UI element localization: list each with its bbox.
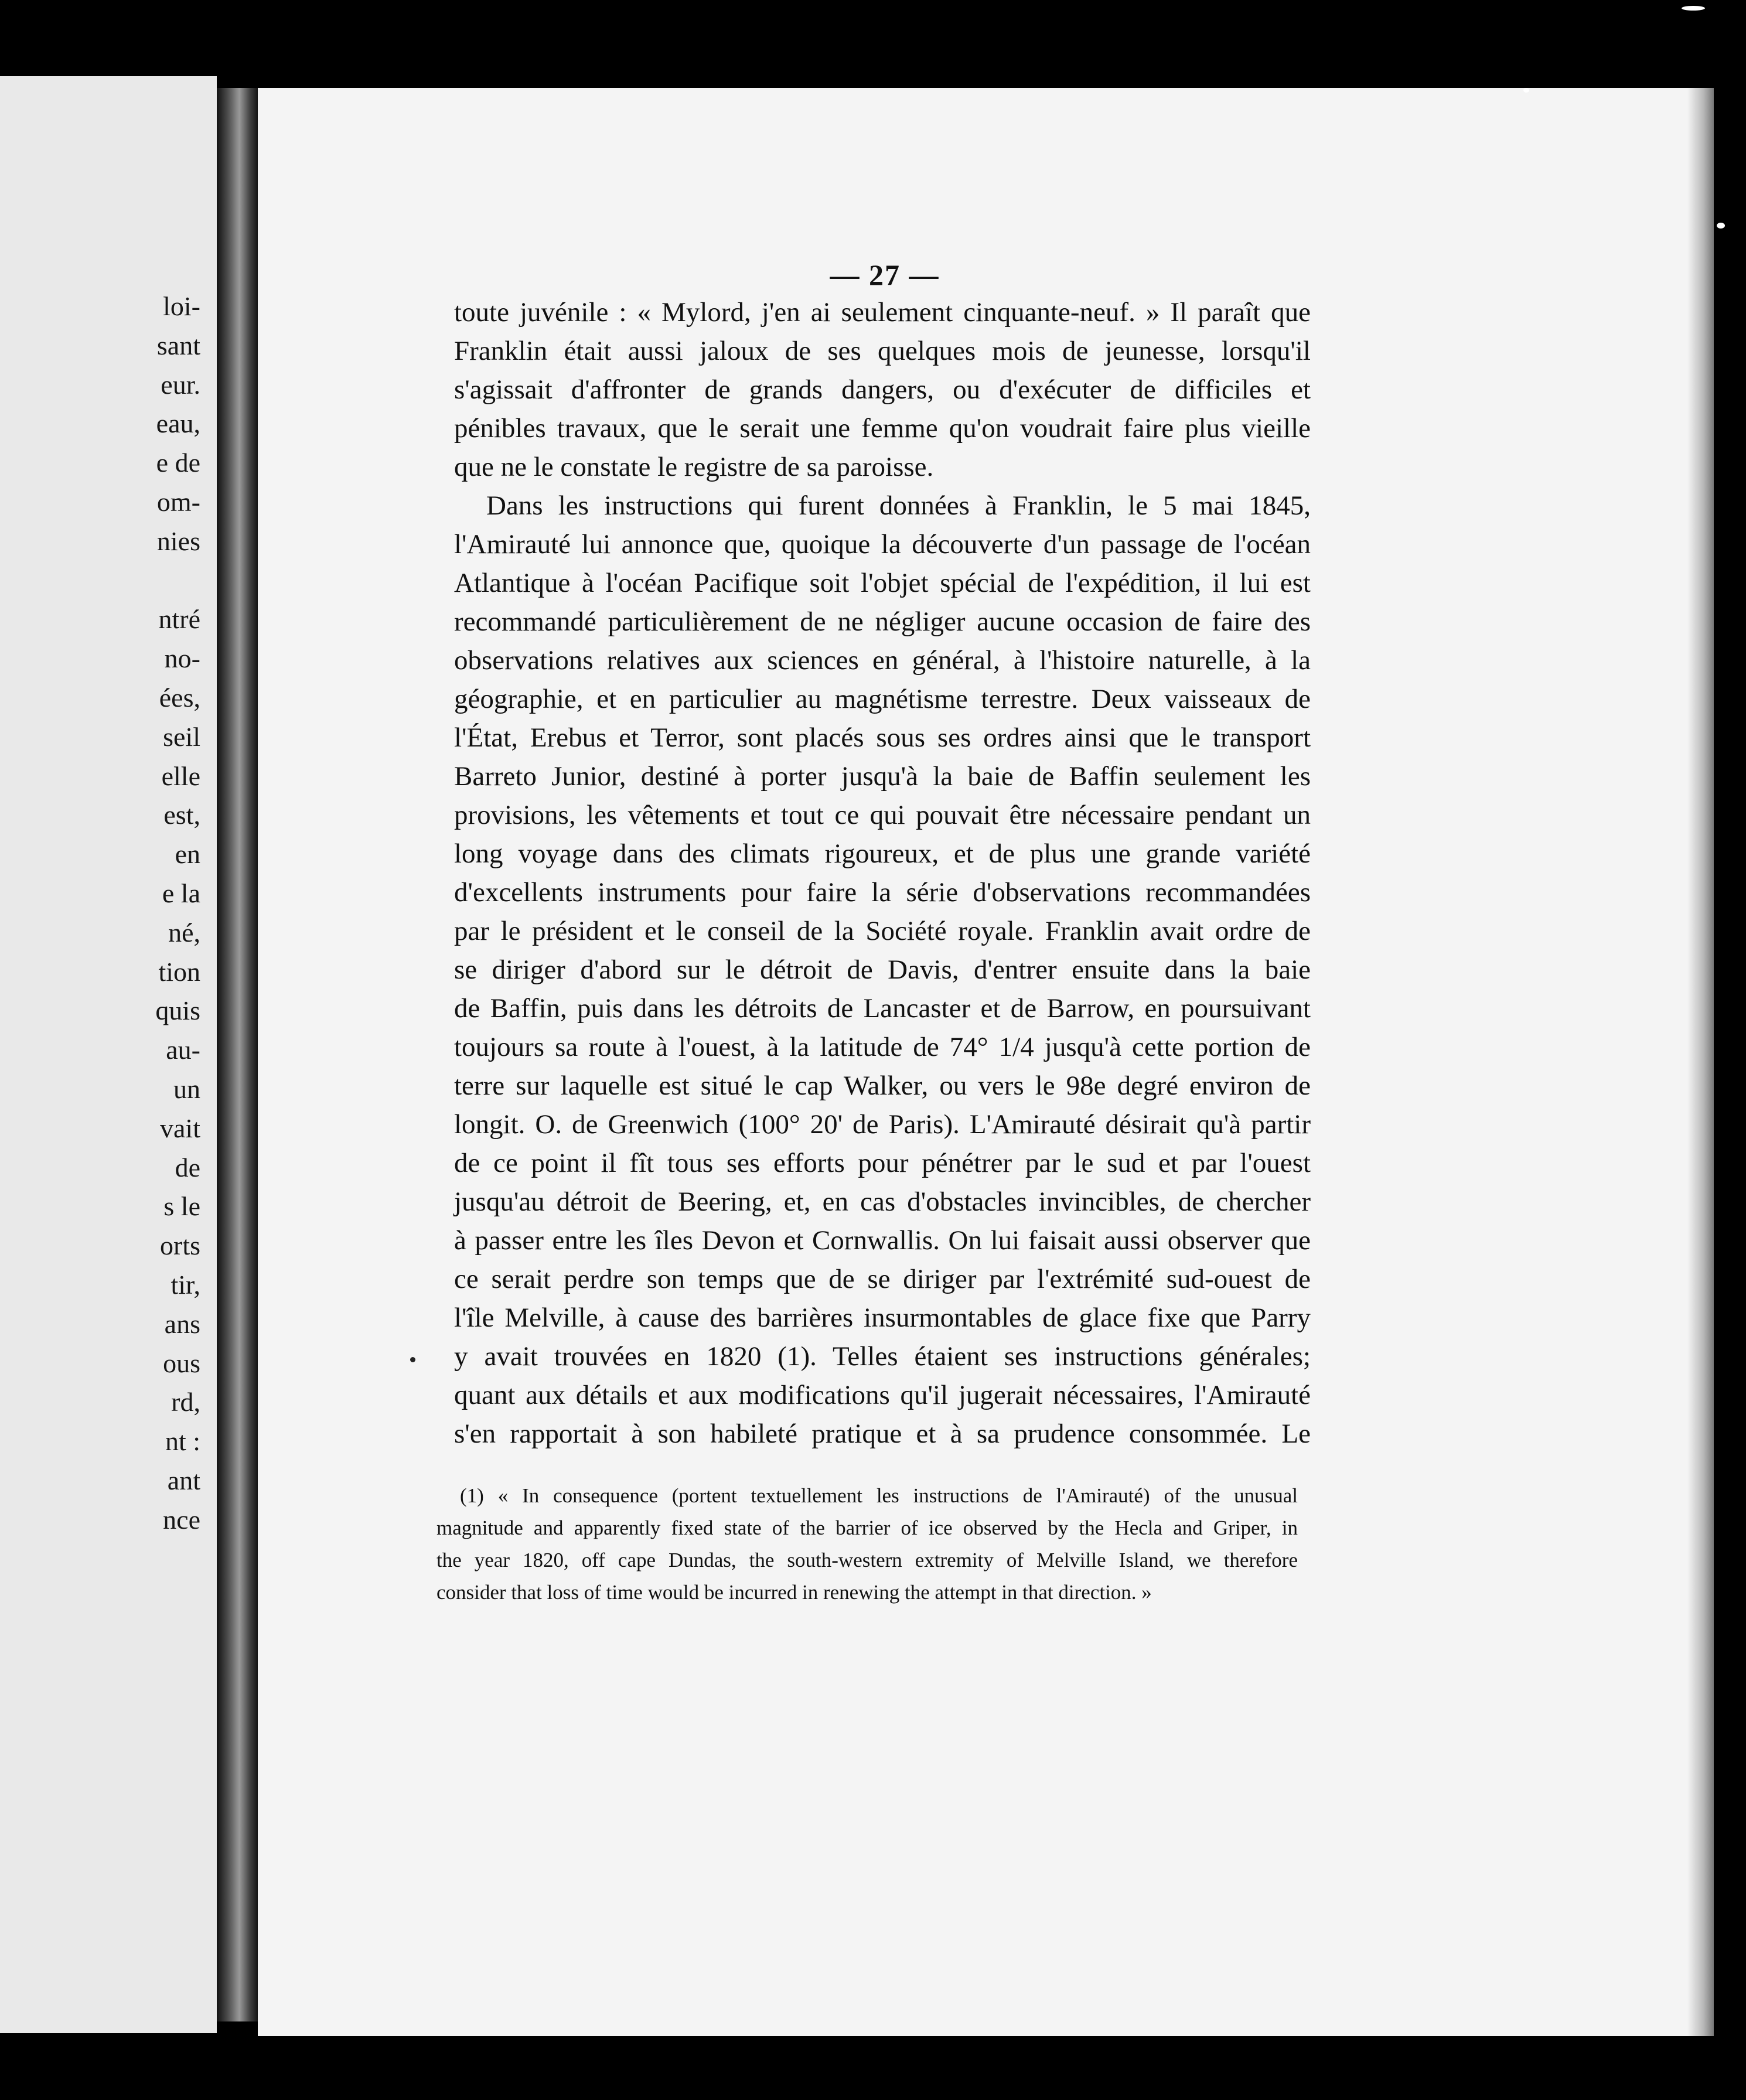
- left-page-fragment: tion: [158, 956, 200, 987]
- left-page-fragment: ant: [167, 1465, 200, 1495]
- text-line: longit. O. de Greenwich (100° 20' de Paris). L'Amirauté désirait qu'à partir: [454, 1109, 1311, 1140]
- left-page-fragment: en: [175, 839, 200, 870]
- left-page-fragment: nce: [163, 1504, 200, 1535]
- text-line: Atlantique à l'océan Pacifique soit l'objet spécial de l'expédition, il lui est: [454, 568, 1311, 598]
- text-line: observations relatives aux sciences en général, à l'histoire naturelle, à la: [454, 645, 1311, 676]
- text-line: Barreto Junior, destiné à porter jusqu'à la baie de Baffin seulement les: [454, 761, 1311, 792]
- footnote-line: consider that loss of time would be incurred in renewing the attempt in that direction. »: [436, 1581, 1152, 1604]
- page-number: — 27 —: [830, 258, 940, 291]
- left-page-fragment: e de: [156, 448, 200, 478]
- text-line: toute juvénile : « Mylord, j'en ai seulement cinquante-neuf. » Il paraît que: [454, 297, 1311, 328]
- left-page-fragment: au-: [166, 1035, 200, 1065]
- text-line: se diriger d'abord sur le détroit de Davis, d'entrer ensuite dans la baie: [454, 954, 1311, 985]
- left-page-fragment: eur.: [161, 369, 200, 400]
- text-line: par le président et le conseil de la Société royale. Franklin avait ordre de: [454, 916, 1311, 946]
- left-page-fragment: elle: [161, 761, 200, 791]
- left-page-fragment: seil: [163, 721, 200, 752]
- scan-speck: [1523, 88, 1529, 93]
- left-page-fragment: un: [173, 1073, 200, 1104]
- text-line: l'Amirauté lui annonce que, quoique la découverte d'un passage de l'océan: [454, 529, 1311, 560]
- left-page-fragment: sant: [156, 330, 200, 360]
- left-page-fragment: est,: [163, 800, 200, 830]
- left-page-fragment: quis: [155, 996, 200, 1026]
- left-page-fragment: eau,: [156, 408, 200, 439]
- body-text: [454, 293, 1311, 1453]
- left-page-fragment: ntré: [158, 604, 200, 635]
- left-page-fragment: rd,: [171, 1387, 200, 1417]
- text-line: d'excellents instruments pour faire la série d'observations recommandées: [454, 877, 1311, 908]
- footnote: [436, 1479, 1298, 1608]
- left-page-fragment: om-: [156, 486, 200, 517]
- scan-speck: [410, 1357, 415, 1362]
- left-page-fragment: ous: [163, 1348, 200, 1378]
- text-line: toujours sa route à l'ouest, à la latitude de 74° 1/4 jusqu'à cette portion de: [454, 1032, 1311, 1062]
- text-line: s'agissait d'affronter de grands dangers, ou d'exécuter de difficiles et: [454, 374, 1311, 405]
- footnote-line: the year 1820, off cape Dundas, the south-western extremity of Melville Island, we therefore: [436, 1549, 1298, 1571]
- left-page-fragment: vait: [160, 1113, 200, 1143]
- left-page-fragment: de: [175, 1152, 200, 1182]
- text-line: géographie, et en particulier au magnétisme terrestre. Deux vaisseaux de: [454, 684, 1311, 714]
- scan-speck: [1717, 223, 1725, 229]
- text-line: provisions, les vêtements et tout ce qui pouvait être nécessaire pendant un: [454, 800, 1311, 830]
- left-page-fragment: ans: [164, 1308, 200, 1339]
- text-line: que ne le constate le registre de sa paroisse.: [454, 452, 934, 482]
- left-page: [0, 76, 217, 2033]
- footnote-line: (1) « In consequence (portent textuellement les instructions de l'Amirauté) of the unusual: [460, 1484, 1298, 1507]
- text-line: recommandé particulièrement de ne négliger aucune occasion de faire des: [454, 606, 1311, 637]
- text-line: de ce point il fît tous ses efforts pour pénétrer par le sud et par l'ouest: [454, 1148, 1311, 1178]
- text-line: Franklin était aussi jaloux de ses quelques mois de jeunesse, lorsqu'il: [454, 336, 1311, 366]
- footnote-line: magnitude and apparently fixed state of the barrier of ice observed by the Hecla and Griper, in: [436, 1516, 1298, 1539]
- page-edge-shadow: [1687, 88, 1714, 2036]
- text-line: long voyage dans des climats rigoureux, et de plus une grande variété: [454, 838, 1311, 869]
- text-line: y avait trouvées en 1820 (1). Telles étaient ses instructions générales;: [454, 1341, 1311, 1372]
- text-line: à passer entre les îles Devon et Cornwallis. On lui faisait aussi observer que: [454, 1225, 1311, 1256]
- text-line: quant aux détails et aux modifications qu'il jugerait nécessaires, l'Amirauté: [454, 1380, 1311, 1410]
- text-line: ce serait perdre son temps que de se diriger par l'extrémité sud-ouest de: [454, 1264, 1311, 1294]
- left-page-fragments: [155, 287, 200, 1540]
- left-page-fragment: ées,: [159, 682, 200, 712]
- book-gutter: [217, 88, 258, 2021]
- text-line: Dans les instructions qui furent données à Franklin, le 5 mai 1845,: [486, 490, 1311, 521]
- text-line: s'en rapportait à son habileté pratique et à sa prudence consommée. Le: [454, 1419, 1311, 1449]
- text-line: l'île Melville, à cause des barrières insurmontables de glace fixe que Parry: [454, 1303, 1311, 1333]
- scan-speck: [1682, 6, 1705, 11]
- left-page-fragment: loi-: [163, 291, 200, 321]
- left-page-fragment: [155, 561, 200, 601]
- left-page-fragment: e la: [162, 878, 200, 908]
- left-page-fragment: orts: [160, 1230, 200, 1261]
- text-line: de Baffin, puis dans les détroits de Lancaster et de Barrow, en poursuivant: [454, 993, 1311, 1024]
- left-page-fragment: nt :: [165, 1426, 200, 1457]
- text-line: terre sur laquelle est situé le cap Walker, ou vers le 98e degré environ de: [454, 1071, 1311, 1101]
- left-page-fragment: no-: [164, 643, 200, 674]
- text-line: jusqu'au détroit de Beering, et, en cas d'obstacles invincibles, de chercher: [454, 1187, 1311, 1217]
- text-line: l'État, Erebus et Terror, sont placés sous ses ordres ainsi que le transport: [454, 722, 1311, 753]
- left-page-fragment: né,: [168, 917, 200, 947]
- left-page-fragment: nies: [156, 526, 200, 556]
- left-page-fragment: tir,: [170, 1269, 200, 1300]
- left-page-fragment: s le: [163, 1191, 200, 1222]
- text-line: pénibles travaux, que le serait une femme qu'on voudrait faire plus vieille: [454, 413, 1311, 444]
